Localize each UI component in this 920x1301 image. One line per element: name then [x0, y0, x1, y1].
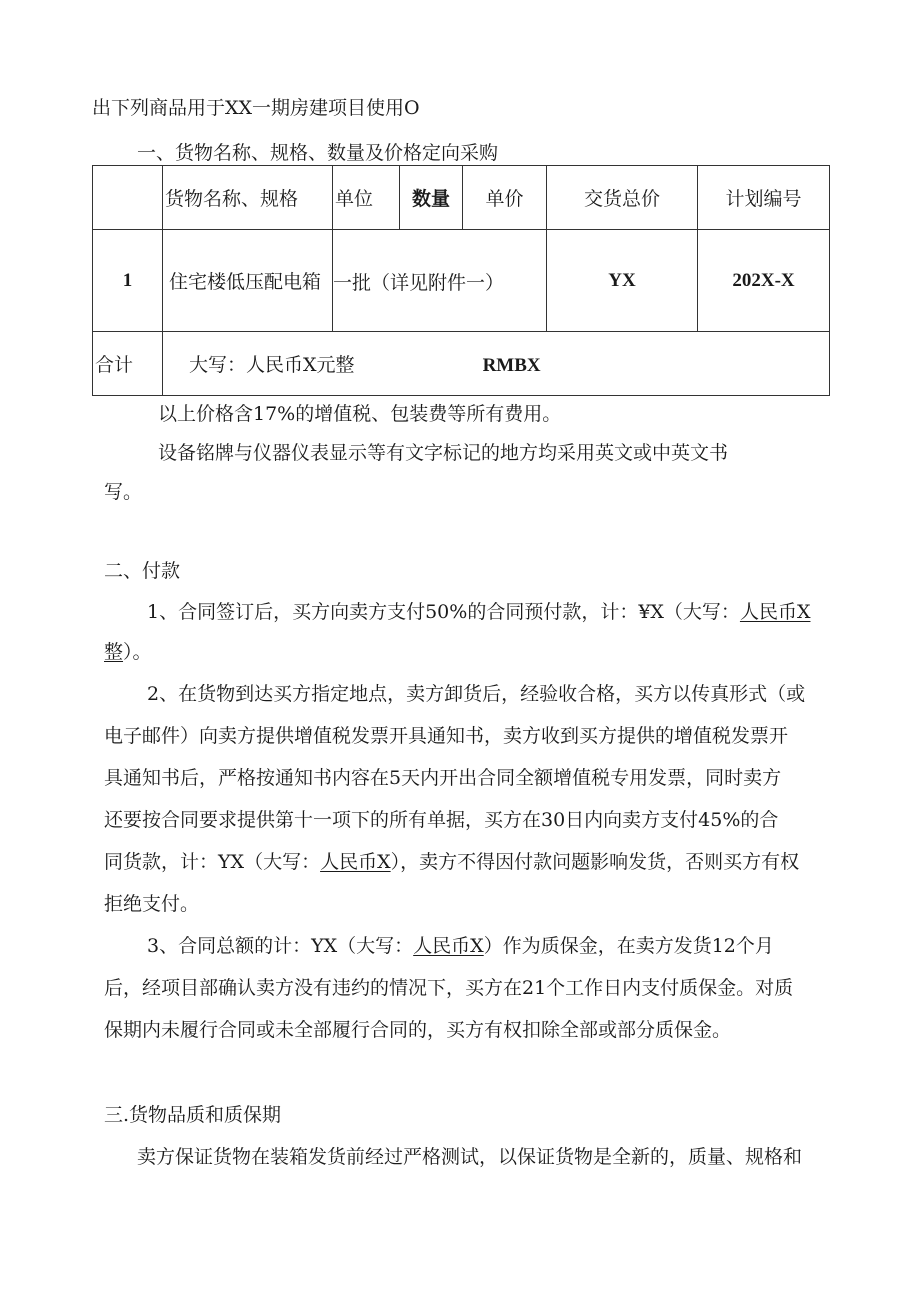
section2-title: 二、付款	[104, 560, 181, 582]
header-index	[93, 166, 163, 230]
table-sum-row	[93, 332, 830, 396]
header-quantity: 数量	[400, 166, 463, 230]
row-total: YX	[547, 230, 698, 332]
goods-table	[92, 165, 830, 396]
row-index: 1	[93, 230, 163, 332]
header-name: 货物名称、规格	[163, 166, 333, 230]
header-unit: 单位	[333, 166, 400, 230]
section1-title: 一、货物名称、规格、数量及价格定向采购	[137, 142, 499, 164]
intro-line: 出下列商品用于XX一期房建项目使用O	[92, 97, 420, 119]
payment-2-line6: 拒绝支付。	[104, 893, 200, 915]
sum-label: 合计	[93, 332, 163, 396]
payment-3-amount: 人民币X	[413, 935, 484, 957]
payment-2-line5	[104, 848, 799, 876]
header-plan-no: 计划编号	[698, 166, 830, 230]
payment-2-text-end: ），卖方不得因付款问题影响发货，否则买方有权	[390, 851, 800, 873]
payment-2-line3: 具通知书后，严格按通知书内容在5天内开出合同全额增值税专用发票，同时卖方	[104, 767, 782, 789]
payment-2-line4: 还要按合同要求提供第十一项下的所有单据，买方在30日内向卖方支付45%的合	[104, 809, 779, 831]
payment-1-amount-end: 整	[104, 641, 124, 663]
sum-rmb: RMBX	[482, 355, 541, 376]
payment-2-line2: 电子邮件）向卖方提供增值税发票开具通知书，卖方收到买方提供的增值税发票开	[104, 725, 789, 747]
payment-3-text-end: ）作为质保金，在卖方发货12个月	[483, 935, 774, 957]
quality-paragraph: 卖方保证货物在装箱发货前经过严格测试，以保证货物是全新的，质量、规格和	[137, 1146, 803, 1168]
payment-1-amount: 人民币X	[739, 601, 811, 623]
sum-capital: 大写：人民币X元整	[189, 354, 355, 376]
payment-1-line2	[104, 638, 152, 666]
row-unit-quantity-text: 一批（详见附件一）	[333, 272, 505, 294]
row-plan-no: 202X-X	[698, 230, 830, 332]
payment-2-line1: 2、在货物到达买方指定地点，卖方卸货后，经验收合格，买方以传真形式（或	[147, 683, 806, 705]
payment-3-line3: 保期内未履行合同或未全部履行合同的，买方有权扣除全部或部分质保金。	[104, 1019, 732, 1041]
payment-2-amount: 人民币X	[320, 851, 391, 873]
payment-3-text: 3、合同总额的计：YX（大写：	[147, 935, 414, 957]
payment-2-text: 同货款，计：YX（大写：	[104, 851, 321, 873]
row-unit-quantity	[333, 230, 547, 332]
header-total: 交货总价	[547, 166, 698, 230]
label-note-line2: 写。	[104, 481, 143, 503]
payment-1-line1	[147, 598, 810, 626]
price-note: 以上价格含17%的增值税、包装费等所有费用。	[158, 403, 562, 425]
payment-1-text: 1、合同签订后，买方向卖方支付50%的合同预付款，计：¥X（大写：	[147, 601, 740, 623]
sum-value	[163, 332, 830, 396]
label-note-line1: 设备铭牌与仪器仪表显示等有文字标记的地方均采用英文或中英文书	[158, 442, 729, 464]
row-name: 住宅楼低压配电箱	[163, 230, 333, 332]
payment-1-close: ）。	[123, 641, 152, 663]
section3-title: 三.货物品质和质保期	[104, 1104, 282, 1126]
payment-3-line1	[147, 932, 774, 960]
payment-3-line2: 后，经项目部确认卖方没有违约的情况下，买方在21个工作日内支付质保金。对质	[104, 977, 794, 999]
table-header-row	[93, 166, 830, 230]
table-row	[93, 230, 830, 332]
header-unit-price: 单价	[463, 166, 547, 230]
